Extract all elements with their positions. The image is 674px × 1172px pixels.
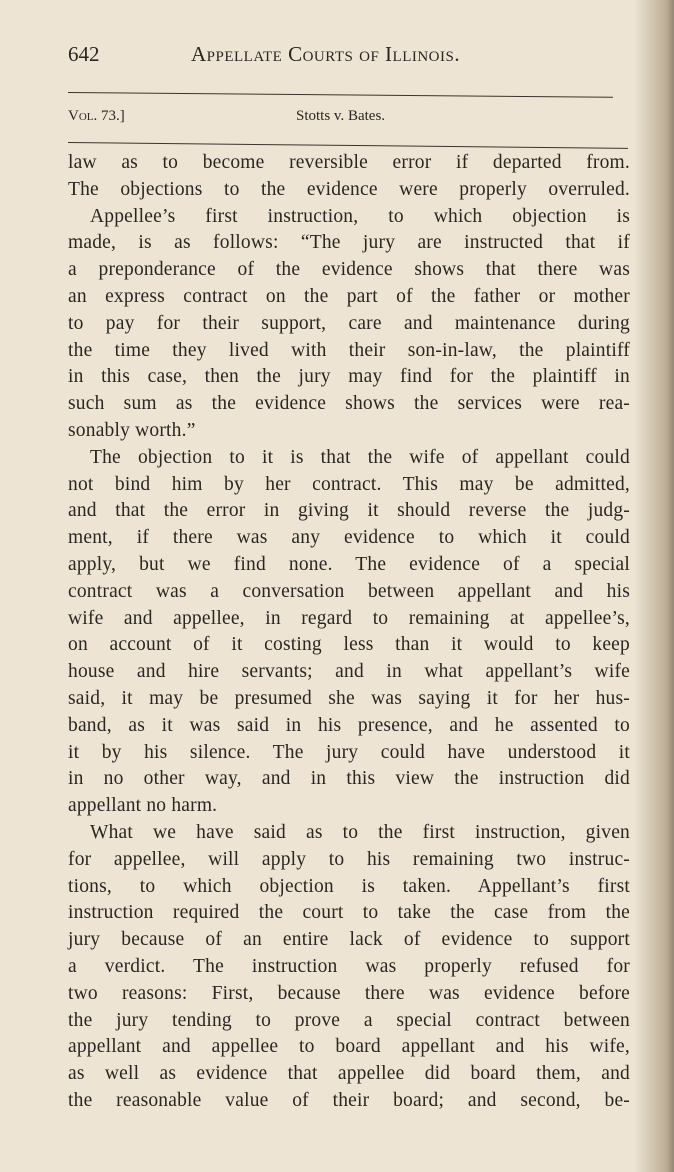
- paragraph: [68, 204, 630, 445]
- text-line: a verdict. The instruction was properly refused for: [68, 955, 630, 977]
- text-line: instruction required the court to take the case from the: [68, 902, 630, 924]
- text-line: not bind him by her contract. This may be admitted,: [68, 473, 630, 495]
- text-line: tions, to which objection is taken. Appellant’s first: [68, 875, 630, 897]
- text-line: band, as it was said in his presence, and he assented to: [68, 714, 630, 736]
- text-line: the reasonable value of their board; and second, be-: [68, 1089, 630, 1111]
- text-line: sonably worth.”: [68, 419, 196, 441]
- text-line: The objection to it is that the wife of appellant could: [90, 446, 630, 468]
- running-title: Appellate Courts of Illinois.: [191, 42, 461, 66]
- text-line: What we have said as to the first instruction, given: [90, 821, 630, 843]
- text-line: in this case, then the jury may find for the plaintiff in: [68, 366, 630, 388]
- text-line: jury because of an entire lack of evidence to support: [68, 929, 630, 951]
- text-line: an express contract on the part of the father or mother: [68, 285, 630, 307]
- text-line: the time they lived with their son-in-law, the plaintiff: [68, 339, 630, 361]
- text-line: in no other way, and in this view the instruction did: [68, 768, 630, 790]
- paragraph: [68, 820, 630, 1115]
- text-line: ment, if there was any evidence to which it could: [68, 527, 630, 549]
- text-line: two reasons: First, because there was evidence before: [68, 982, 630, 1004]
- text-line: contract was a conversation between appellant and his: [68, 580, 630, 602]
- case-name: Stotts v. Bates.: [296, 108, 386, 124]
- text-line: The objections to the evidence were properly overruled.: [68, 178, 630, 200]
- page-number: 642: [68, 42, 100, 66]
- header-rule: [68, 92, 613, 98]
- text-line: for appellee, will apply to his remaining two instruc-: [68, 848, 630, 870]
- text-line: such sum as the evidence shows the services were rea-: [68, 393, 630, 415]
- text-line: the jury tending to prove a special contract between: [68, 1009, 630, 1031]
- text-line: as well as evidence that appellee did board them, and: [68, 1063, 630, 1085]
- subheader-rule: [68, 142, 628, 149]
- text-line: house and hire servants; and in what appellant’s wife: [68, 661, 630, 683]
- volume-label: Vol. 73.]: [68, 108, 125, 124]
- paragraph: [68, 150, 630, 204]
- text-line: it by his silence. The jury could have understood it: [68, 741, 630, 763]
- page-body: [68, 150, 630, 1115]
- text-line: law as to become reversible error if departed from.: [68, 152, 630, 173]
- text-line: made, is as follows: “The jury are instructed that if: [68, 232, 630, 254]
- text-line: Appellee’s first instruction, to which objection is: [90, 205, 630, 227]
- text-line: a preponderance of the evidence shows that there was: [68, 259, 630, 281]
- text-line: appellant and appellee to board appellant and his wife,: [68, 1036, 630, 1058]
- text-line: to pay for their support, care and maintenance during: [68, 312, 630, 334]
- text-line: appellant no harm.: [68, 795, 218, 817]
- text-line: said, it may be presumed she was saying it for her hus-: [68, 687, 630, 709]
- text-line: apply, but we find none. The evidence of a special: [68, 553, 630, 575]
- text-line: on account of it costing less than it would to keep: [68, 634, 630, 656]
- text-line: and that the error in giving it should reverse the judg-: [68, 500, 630, 522]
- paragraph: [68, 445, 630, 820]
- page-gutter-shadow: [634, 0, 674, 1172]
- text-line: wife and appellee, in regard to remaining at appellee’s,: [68, 607, 630, 629]
